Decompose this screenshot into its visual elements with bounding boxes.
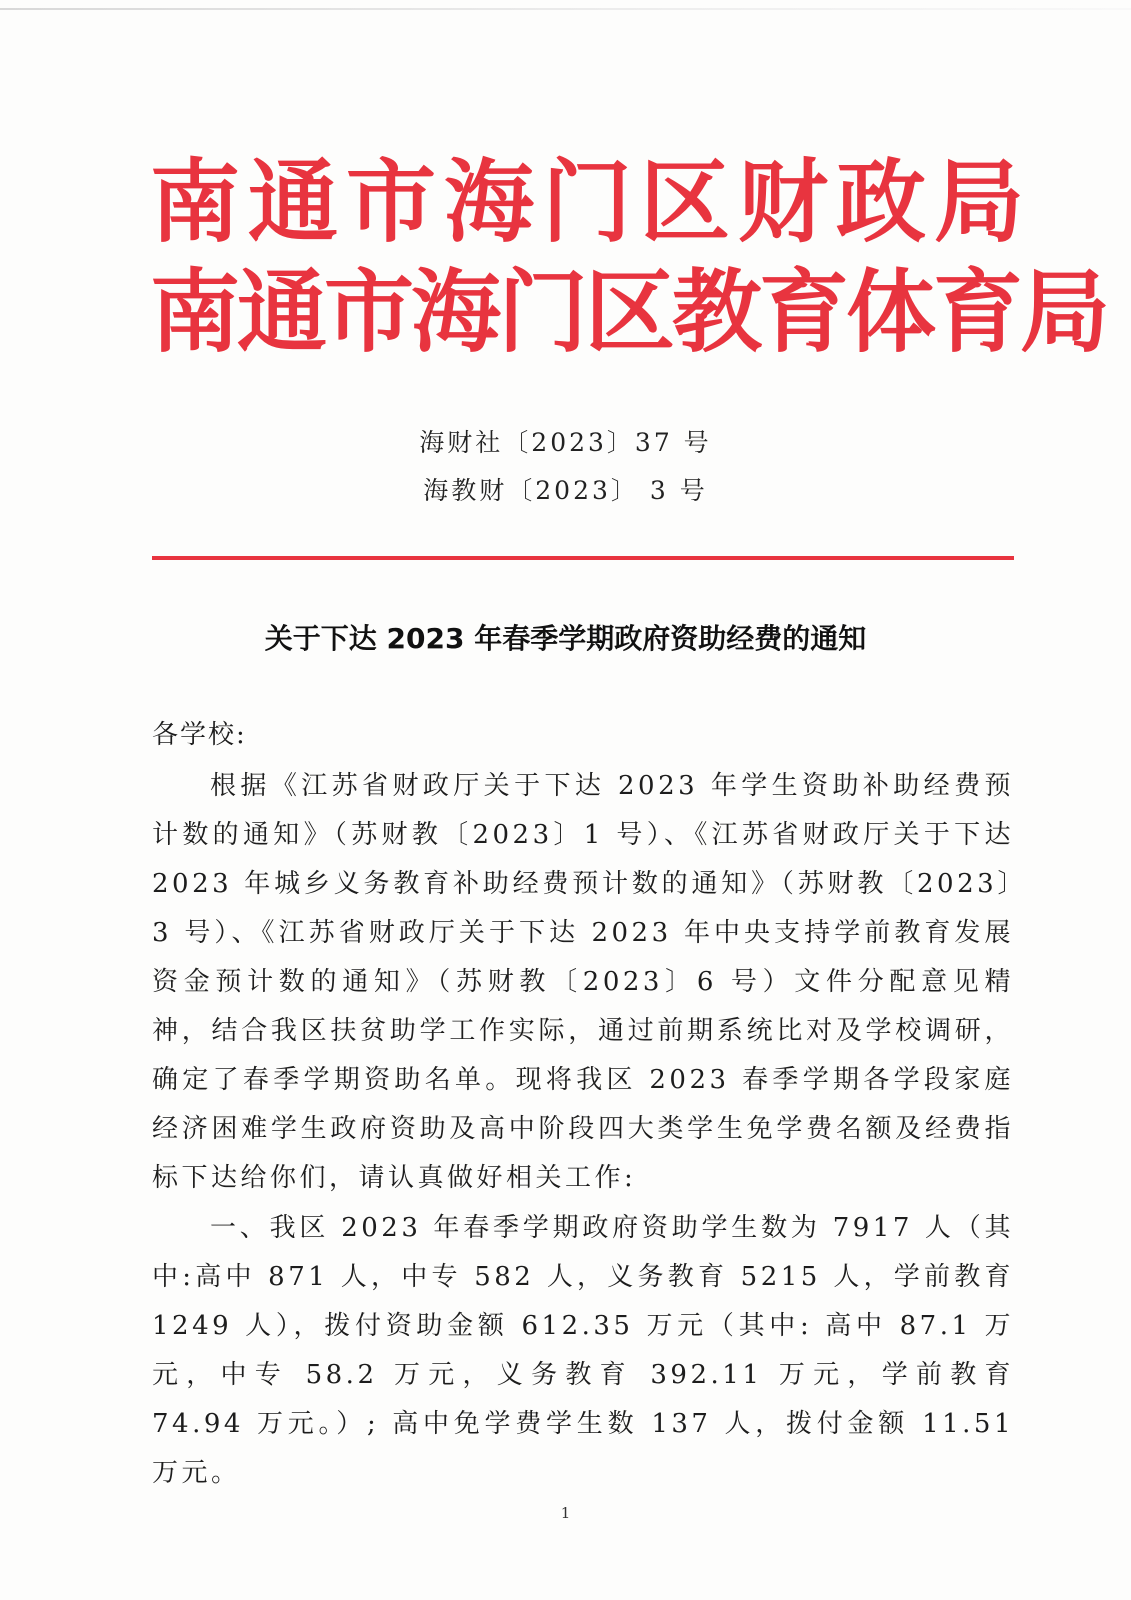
page-number: 1 bbox=[560, 1504, 571, 1522]
body-paragraph-basis: 根据《江苏省财政厅关于下达 2023 年学生资助补助经费预计数的通知》（苏财教〔2023〕1 号）、《江苏省财政厅关于下达 2023 年城乡义务教育补助经费预计数的通知》（苏财教〔2023〕3 号）、《江苏省财政厅关于下达 2023 年中央支持学前教育发展资金预计数的通知》（苏财教〔2023〕6 号）文件分配意见精神，结合我区扶贫助学工作实际，通过前期系统比对及学校调研，确定了春季学期资助名单。现将我区 2023 春季学期各学段家庭经济困难学生政府资助及高中阶段四大类学生免学费名额及经费指标下达给你们，请认真做好相关工作: bbox=[152, 771, 1014, 1193]
scan-edge bbox=[0, 8, 1131, 10]
issuer-title-finance-bureau: 南通市海门区财政局 bbox=[150, 149, 1032, 255]
body-paragraph-section-one: 一、我区 2023 年春季学期政府资助学生数为 7917 人（其中:高中 871 人，中专 582 人，义务教育 5215 人，学前教育 1249 人），拨付资助金额 612.35 万元（其中: 高中 87.1 万元，中专 58.2 万元，义务教育 392.11 万元，学前教育 74.94 万元。）; 高中免学费学生数 137 人，拨付金额 11.51 万元。 bbox=[152, 1213, 1014, 1488]
document-number-finance: 海财社〔2023〕37 号 bbox=[419, 428, 712, 457]
issuer-title-education-bureau: 南通市海门区教育体育局 bbox=[150, 259, 1107, 365]
notice-title: 关于下达 2023 年春季学期政府资助经费的通知 bbox=[264, 622, 867, 655]
red-divider-line bbox=[152, 556, 1014, 560]
salutation: 各学校: bbox=[152, 720, 247, 750]
document-number-education: 海教财〔2023〕 3 号 bbox=[423, 476, 708, 505]
